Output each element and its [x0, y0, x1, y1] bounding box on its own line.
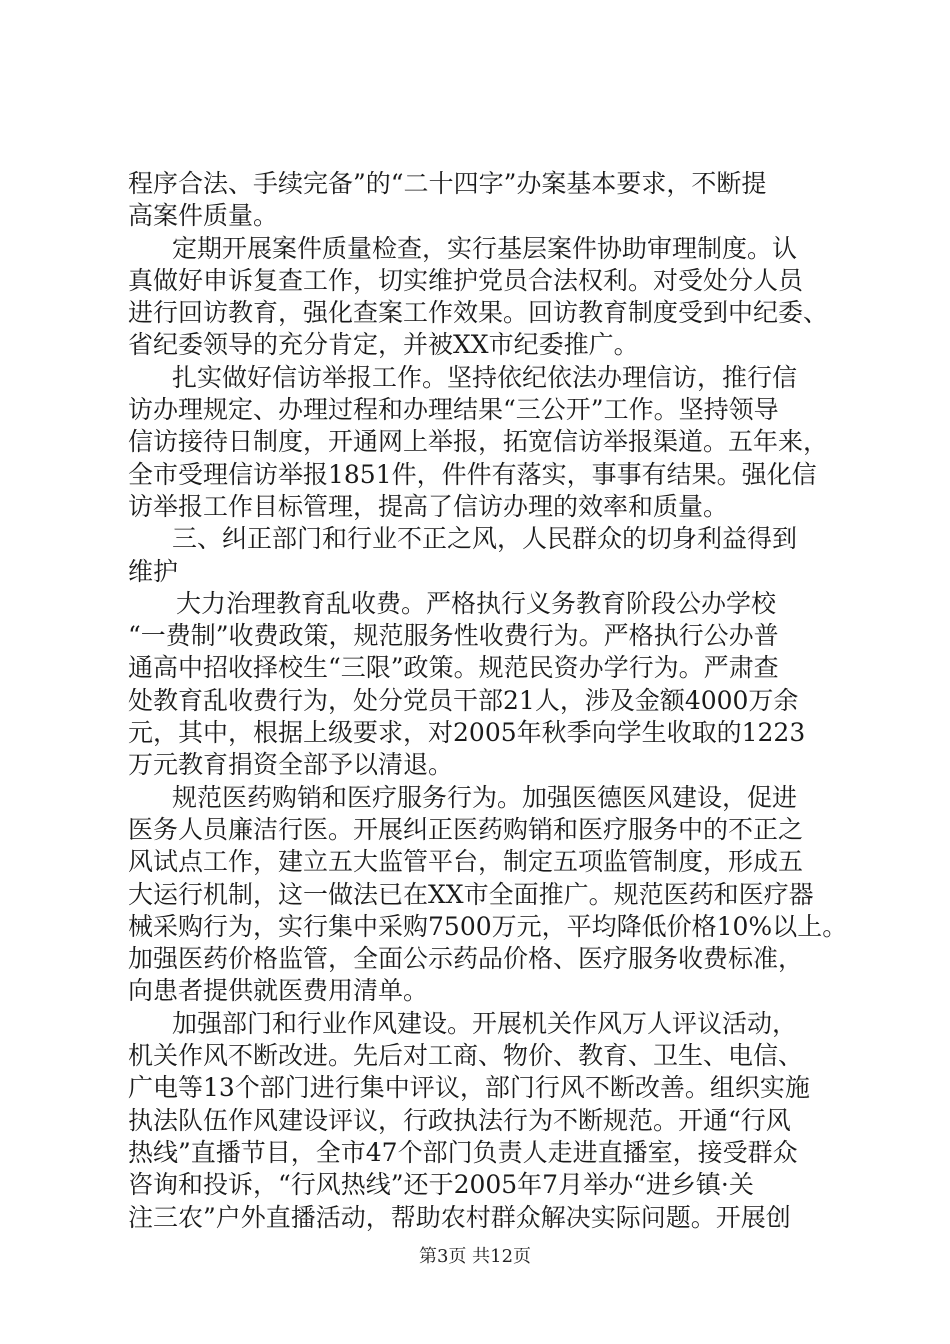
text-line: 热线”直播节目，全市47个部门负责人走进直播室，接受群众 — [128, 1137, 798, 1167]
paragraph-start: 大力治理教育乱收费。严格执行义务教育阶段公办学校 — [176, 588, 777, 618]
text-line: 省纪委领导的充分肯定，并被XX市纪委推广。 — [128, 330, 639, 360]
text-line: 广电等13个部门进行集中评议，部门行风不断改善。组织实施 — [128, 1073, 810, 1103]
text-line: 医务人员廉洁行医。开展纠正医药购销和医疗服务中的不正之 — [128, 814, 804, 844]
body-text — [128, 168, 853, 1234]
text-line: 执法队伍作风建设评议，行政执法行为不断规范。开通“行风 — [128, 1105, 791, 1135]
section-heading-cont: 维护 — [128, 556, 179, 586]
text-line: 程序合法、手续完备”的“二十四字”办案基本要求，不断提 — [128, 169, 767, 198]
text-line: 通高中招收择校生“三限”政策。规范民资办学行为。严肃查 — [128, 653, 779, 683]
text-line: 真做好申诉复查工作，切实维护党员合法权利。对受处分人员 — [128, 265, 804, 295]
text-line: 访举报工作目标管理，提高了信访办理的效率和质量。 — [128, 491, 729, 521]
paragraph-start: 加强部门和行业作风建设。开展机关作风万人评议活动， — [172, 1008, 798, 1038]
text-line: 大运行机制，这一做法已在XX市全面推广。规范医药和医疗器 — [128, 879, 814, 909]
text-line: 全市受理信访举报1851件，件件有落实，事事有结果。强化信 — [128, 459, 817, 489]
text-line: 风试点工作，建立五大监管平台，制定五项监管制度，形成五 — [128, 847, 804, 877]
paragraph-start: 扎实做好信访举报工作。坚持依纪依法办理信访，推行信 — [172, 362, 798, 392]
page-number-footer: 第3页 共12页 — [418, 1246, 532, 1267]
text-line: 信访接待日制度，开通网上举报，拓宽信访举报渠道。五年来， — [128, 427, 829, 457]
text-line: 进行回访教育，强化查案工作效果。回访教育制度受到中纪委、 — [128, 298, 829, 328]
paragraph-start: 定期开展案件质量检查，实行基层案件协助审理制度。认 — [172, 233, 798, 263]
text-line: 机关作风不断改进。先后对工商、物价、教育、卫生、电信、 — [128, 1041, 804, 1071]
text-line: 注三农”户外直播活动，帮助农村群众解决实际问题。开展创 — [128, 1202, 791, 1232]
text-line: 向患者提供就医费用清单。 — [128, 976, 429, 1006]
text-line: “一费制”收费政策，规范服务性收费行为。严格执行公办普 — [128, 621, 779, 651]
text-line: 械采购行为，实行集中采购7500万元，平均降低价格10%以上。 — [128, 911, 848, 941]
paragraph-start: 规范医药购销和医疗服务行为。加强医德医风建设，促进 — [172, 782, 798, 812]
section-heading: 三、纠正部门和行业不正之风，人民群众的切身利益得到 — [172, 524, 798, 554]
text-line: 处教育乱收费行为，处分党员干部21人，涉及金额4000万余 — [128, 685, 799, 715]
text-line: 加强医药价格监管，全面公示药品价格、医疗服务收费标准， — [128, 944, 804, 974]
text-line: 高案件质量。 — [128, 201, 279, 231]
text-line: 万元教育捐资全部予以清退。 — [128, 750, 454, 780]
text-line: 咨询和投诉，“行风热线”还于2005年7月举办“进乡镇·关 — [128, 1170, 754, 1200]
text-line: 元，其中，根据上级要求，对2005年秋季向学生收取的1223 — [128, 718, 806, 748]
text-line: 访办理规定、办理过程和办理结果“三公开”工作。坚持领导 — [128, 395, 779, 425]
